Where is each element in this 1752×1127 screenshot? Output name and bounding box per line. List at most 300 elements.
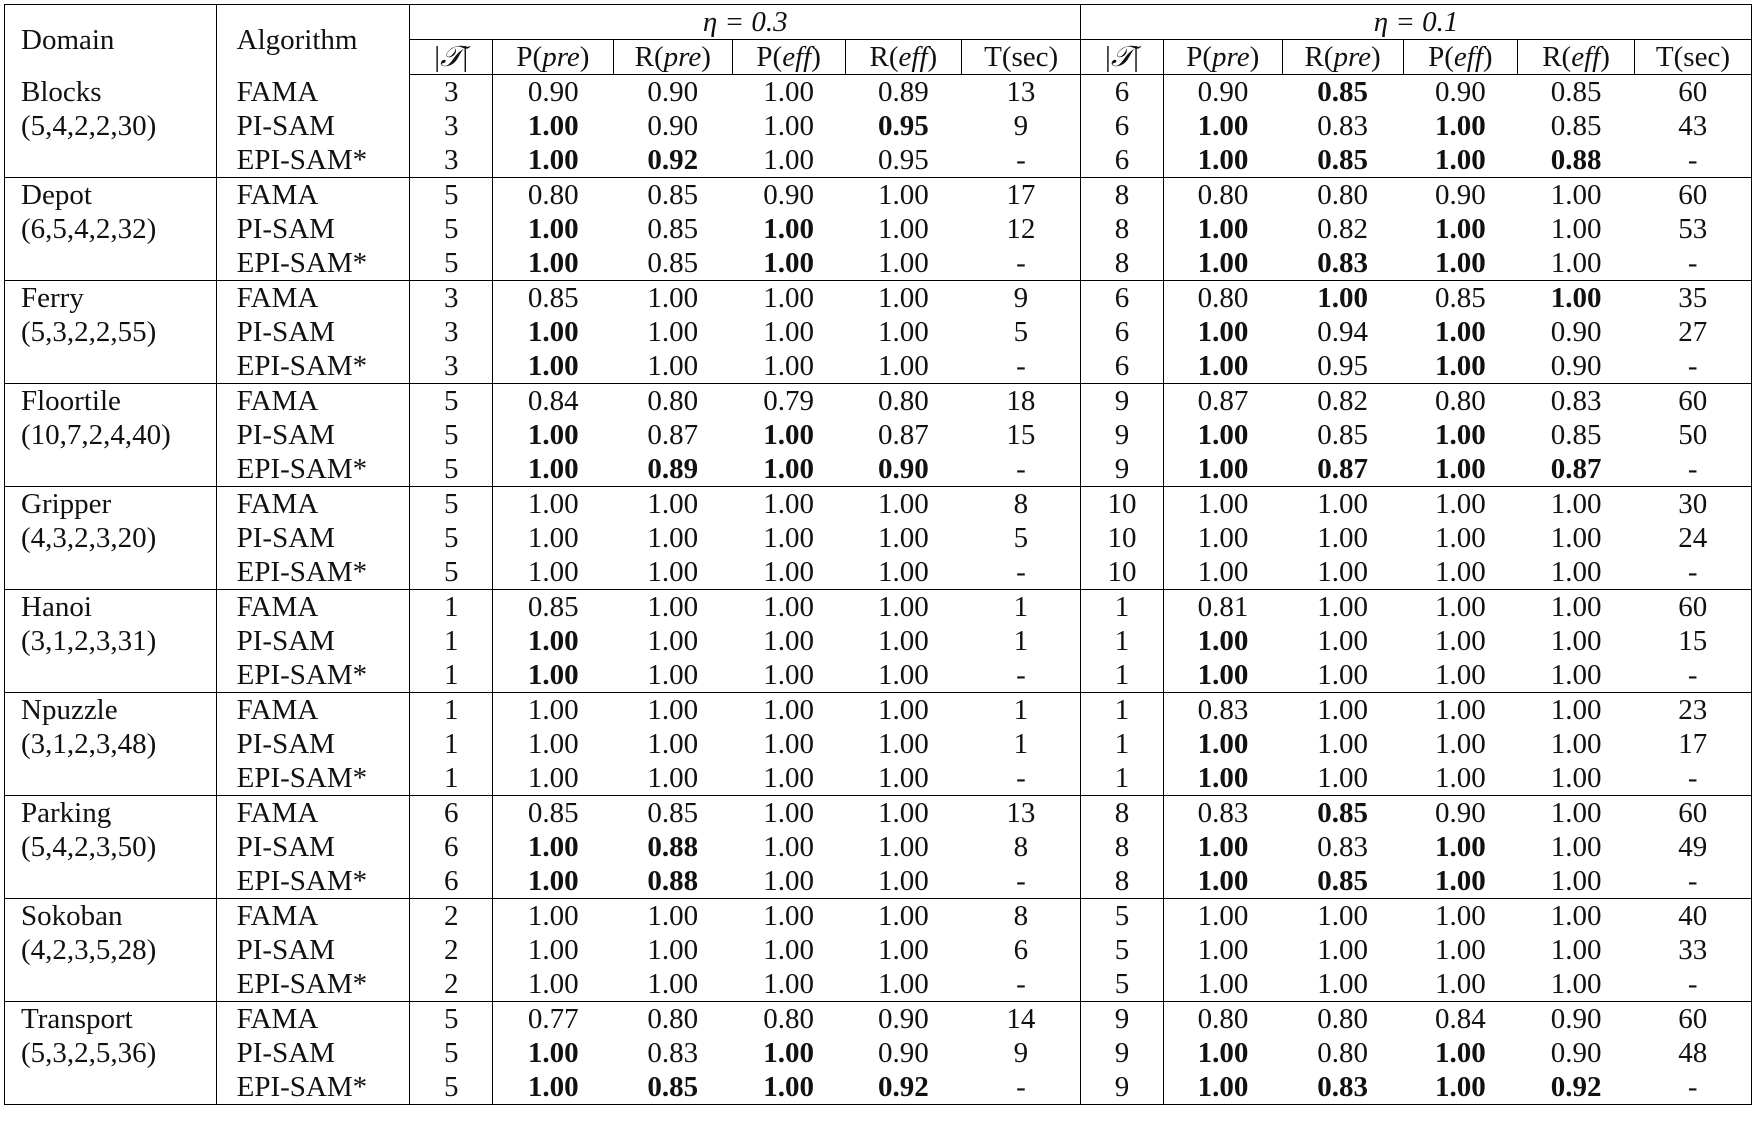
results-table [4,4,1752,1105]
value-cell: 1.00 [1282,967,1403,1002]
domain-name: Npuzzle [5,693,217,728]
column-header [493,40,614,75]
value-cell: 6 [962,933,1081,967]
algorithm-name: EPI-SAM* [216,555,410,590]
table-row [5,521,1752,555]
value-cell: 60 [1634,384,1751,419]
value-cell: 8 [962,487,1081,522]
value-cell: 1.00 [493,658,614,693]
table-row [5,555,1752,590]
value-cell: 0.85 [1550,76,1602,108]
value-cell: 0.80 [1434,385,1486,417]
domain-name: Hanoi [5,590,217,625]
algorithm-name: FAMA [216,693,410,728]
column-header-prefix: T(sec) [984,41,1059,73]
value-cell: - [1634,658,1751,693]
column-header-suffix: ) [811,41,821,73]
value-cell: 1 [410,658,493,693]
value-cell: 1.00 [732,349,845,384]
value-cell: 1.00 [1317,728,1368,760]
value-cell: 1.00 [527,110,579,142]
value-cell: 1.00 [763,488,815,520]
domain-params: (5,4,2,2,30) [5,109,217,143]
column-header [613,40,732,75]
value-cell: 1.00 [527,900,579,932]
algorithm-name: EPI-SAM* [216,1070,410,1105]
value-cell: 1.00 [1197,213,1249,245]
table-row [5,487,1752,522]
domain-name: Sokoban [5,899,217,934]
value-cell: 9 [1081,1002,1164,1037]
value-cell: 0.80 [1197,1003,1249,1035]
value-cell: 5 [410,418,493,452]
value-cell: 0.85 [647,797,699,829]
domain-params: (3,1,2,3,48) [5,727,217,761]
value-cell: 0.88 [647,831,699,863]
value-cell: 1.00 [1197,522,1249,554]
value-cell: 60 [1634,590,1751,625]
value-cell: 0.90 [878,1037,929,1069]
value-cell: 0.88 [1518,143,1635,178]
table-row [5,864,1752,899]
value-cell: 0.87 [878,419,929,451]
value-cell: 1.00 [732,452,845,487]
value-cell: 1.00 [1550,728,1602,760]
value-cell: 9 [1081,1036,1164,1070]
domain-cell-empty [5,143,217,178]
value-cell: 1.00 [763,282,815,314]
value-cell: 1.00 [878,282,929,314]
value-cell: 1.00 [878,625,929,657]
value-cell: 1.00 [763,934,815,966]
value-cell: 0.90 [527,76,579,108]
value-cell: 1.00 [1317,488,1368,520]
value-cell: 9 [962,109,1081,143]
value-cell: 1.00 [845,761,962,796]
value-cell: 1.00 [1550,625,1602,657]
value-cell: 0.85 [1317,419,1368,451]
value-cell: 9 [1081,452,1164,487]
value-cell: 60 [1634,796,1751,831]
value-cell: 0.80 [1317,1003,1368,1035]
table-row [5,75,1752,110]
value-cell: 8 [1081,178,1164,213]
value-cell: 0.95 [1282,349,1403,384]
value-cell: 5 [962,315,1081,349]
value-cell: 0.85 [1317,76,1368,108]
value-cell: 5 [410,178,493,213]
algorithm-name: PI-SAM [216,521,410,555]
value-cell: 0.95 [878,110,929,142]
algorithm-name: PI-SAM [216,212,410,246]
value-cell: 1.00 [1434,625,1486,657]
value-cell: 1.00 [1434,488,1486,520]
algorithm-name: PI-SAM [216,1036,410,1070]
value-cell: 1.00 [527,522,579,554]
value-cell: 0.84 [527,385,579,417]
value-cell: 9 [1081,418,1164,452]
value-cell: 1.00 [1282,761,1403,796]
value-cell: 0.83 [1282,1070,1403,1105]
value-cell: 1.00 [613,555,732,590]
value-cell: 1.00 [845,967,962,1002]
column-header-italic: eff [1571,41,1601,73]
column-header [1282,40,1403,75]
value-cell: 1.00 [878,591,929,623]
column-header-suffix: ) [1482,41,1493,73]
domain-params: (5,3,2,5,36) [5,1036,217,1070]
value-cell: 1.00 [1197,900,1249,932]
value-cell: 1.00 [1403,967,1518,1002]
value-cell: 1.00 [1163,452,1282,487]
value-cell: 0.83 [647,1037,699,1069]
value-cell: 1.00 [763,1037,815,1069]
value-cell: 1.00 [493,761,614,796]
value-cell: 1.00 [763,522,815,554]
value-cell: 1.00 [1434,934,1486,966]
value-cell: 1.00 [1550,213,1602,245]
domain-params: (5,3,2,2,55) [5,315,217,349]
value-cell: 1 [1081,761,1164,796]
value-cell: - [962,246,1081,281]
value-cell: 1.00 [647,488,699,520]
eta-0.3-header: η = 0.3 [410,5,1081,40]
value-cell: 0.87 [647,419,699,451]
algorithm-name: EPI-SAM* [216,349,410,384]
value-cell: 0.90 [647,110,699,142]
value-cell: 1.00 [1434,110,1486,142]
value-cell: 5 [1081,899,1164,934]
value-cell: 1.00 [1282,555,1403,590]
value-cell: 1.00 [527,728,579,760]
value-cell: 13 [962,75,1081,110]
value-cell: 0.85 [1550,110,1602,142]
value-cell: 0.90 [845,452,962,487]
value-cell: 35 [1634,281,1751,316]
value-cell: 1.00 [493,1070,614,1105]
value-cell: 1.00 [732,143,845,178]
value-cell: 0.85 [647,213,699,245]
value-cell: 1 [1081,693,1164,728]
value-cell: 1.00 [878,900,929,932]
value-cell: 1.00 [1197,831,1249,863]
value-cell: 1.00 [845,246,962,281]
table-row [5,143,1752,178]
value-cell: 1.00 [1317,934,1368,966]
value-cell: 0.87 [1518,452,1635,487]
value-cell: 1.00 [1197,728,1249,760]
value-cell: 0.90 [1434,797,1486,829]
value-cell: 5 [410,487,493,522]
value-cell: 0.89 [613,452,732,487]
value-cell: 5 [410,1036,493,1070]
value-cell: 1.00 [845,658,962,693]
value-cell: 8 [962,899,1081,934]
value-cell: 1.00 [845,555,962,590]
algorithm-header: Algorithm [216,5,410,75]
domain-name: Ferry [5,281,217,316]
value-cell: 6 [1081,143,1164,178]
value-cell: 1.00 [1550,522,1602,554]
value-cell: 1.00 [527,213,579,245]
value-cell: 5 [410,1002,493,1037]
value-cell: - [1634,864,1751,899]
value-cell: - [962,864,1081,899]
value-cell: 1.00 [763,316,815,348]
value-cell: 1.00 [527,419,579,451]
value-cell: 1.00 [732,864,845,899]
value-cell: 1.00 [732,658,845,693]
domain-name: Blocks [5,75,217,110]
column-header-italic: pre [1333,41,1372,73]
value-cell: 1.00 [647,591,699,623]
algorithm-name: PI-SAM [216,418,410,452]
algorithm-name: FAMA [216,281,410,316]
table-row [5,212,1752,246]
column-header-suffix: | [1133,41,1139,73]
column-header-suffix: ) [927,41,938,73]
value-cell: 1 [962,727,1081,761]
value-cell: - [962,555,1081,590]
column-header-suffix: ) [1371,41,1381,73]
value-cell: 1.00 [878,728,929,760]
value-cell: 1.00 [493,555,614,590]
column-header-prefix: | [434,41,441,73]
value-cell: 1.00 [613,349,732,384]
value-cell: 0.90 [878,1003,929,1035]
value-cell: 2 [410,967,493,1002]
column-header-italic: eff [898,41,928,73]
value-cell: 1.00 [763,900,815,932]
value-cell: 1.00 [527,316,579,348]
table-row [5,418,1752,452]
value-cell: - [1634,246,1751,281]
algorithm-name: PI-SAM [216,727,410,761]
value-cell: 1 [1081,658,1164,693]
domain-cell-empty [5,246,217,281]
table-row [5,590,1752,625]
value-cell: 1.00 [647,934,699,966]
table-row [5,1036,1752,1070]
value-cell: 0.81 [1197,591,1249,623]
value-cell: - [962,967,1081,1002]
value-cell: 1.00 [1197,934,1249,966]
value-cell: 1 [410,761,493,796]
value-cell: 1.00 [1197,625,1249,657]
value-cell: 30 [1634,487,1751,522]
value-cell: 5 [1081,933,1164,967]
value-cell: 1.00 [878,179,929,211]
value-cell: 1.00 [647,728,699,760]
algorithm-name: PI-SAM [216,109,410,143]
value-cell: 49 [1634,830,1751,864]
value-cell: 0.92 [845,1070,962,1105]
value-cell: 1.00 [1518,864,1635,899]
table-row [5,624,1752,658]
value-cell: 10 [1081,487,1164,522]
domain-name: Gripper [5,487,217,522]
value-cell: 1.00 [763,213,815,245]
value-cell: 1.00 [1434,213,1486,245]
value-cell: 2 [410,933,493,967]
value-cell: 27 [1634,315,1751,349]
column-header-italic: 𝒯 [440,41,463,73]
value-cell: 1.00 [732,246,845,281]
column-header-italic: pre [663,41,702,73]
table-row [5,246,1752,281]
domain-name: Depot [5,178,217,213]
value-cell: 1.00 [1403,658,1518,693]
value-cell: 1.00 [647,282,699,314]
value-cell: 1 [1081,590,1164,625]
column-header-prefix: R( [1304,41,1334,73]
value-cell: 1.00 [493,967,614,1002]
column-header [962,40,1081,75]
value-cell: 0.80 [763,1003,815,1035]
value-cell: 9 [962,281,1081,316]
value-cell: 1.00 [1197,419,1249,451]
value-cell: 1.00 [732,967,845,1002]
value-cell: 0.95 [845,143,962,178]
value-cell: 10 [1081,521,1164,555]
value-cell: 0.85 [613,246,732,281]
value-cell: 1.00 [647,316,699,348]
algorithm-name: FAMA [216,796,410,831]
value-cell: 5 [410,521,493,555]
algorithm-name: PI-SAM [216,315,410,349]
value-cell: - [962,143,1081,178]
value-cell: 9 [962,1036,1081,1070]
table-row [5,109,1752,143]
value-cell: 0.80 [647,1003,699,1035]
value-cell: 2 [410,899,493,934]
domain-name: Parking [5,796,217,831]
value-cell: 1 [410,693,493,728]
domain-params: (5,4,2,3,50) [5,830,217,864]
value-cell: 8 [962,830,1081,864]
algorithm-name: EPI-SAM* [216,761,410,796]
column-header [732,40,845,75]
value-cell: 1.00 [1434,419,1486,451]
value-cell: 1.00 [1163,761,1282,796]
header-row-groups [5,5,1752,40]
domain-cell-empty [5,761,217,796]
value-cell: 0.80 [878,385,929,417]
value-cell: 8 [1081,212,1164,246]
column-header-suffix: ) [579,41,590,73]
value-cell: 1 [410,590,493,625]
domain-cell-empty [5,1070,217,1105]
value-cell: 1.00 [1550,488,1602,520]
value-cell: 5 [1081,967,1164,1002]
value-cell: 0.87 [1282,452,1403,487]
value-cell: 1 [410,727,493,761]
value-cell: 1.00 [1163,246,1282,281]
value-cell: 1.00 [1434,316,1486,348]
value-cell: 1.00 [1434,831,1486,863]
domain-params: (10,7,2,4,40) [5,418,217,452]
value-cell: 1.00 [1317,625,1368,657]
value-cell: 1.00 [1434,900,1486,932]
table-row [5,830,1752,864]
value-cell: - [1634,143,1751,178]
value-cell: 1.00 [1403,452,1518,487]
value-cell: 1.00 [878,213,929,245]
value-cell: 6 [1081,75,1164,110]
value-cell: 1.00 [527,934,579,966]
value-cell: 1.00 [1403,761,1518,796]
domain-header: Domain [5,5,217,75]
value-cell: 1.00 [732,1070,845,1105]
value-cell: 1.00 [647,625,699,657]
value-cell: - [962,1070,1081,1105]
algorithm-name: PI-SAM [216,933,410,967]
value-cell: 0.79 [763,385,815,417]
value-cell: - [962,349,1081,384]
value-cell: 0.90 [1434,179,1486,211]
value-cell: 0.82 [1317,213,1368,245]
value-cell: 0.90 [1550,316,1602,348]
value-cell: 0.90 [1550,1037,1602,1069]
algorithm-name: FAMA [216,1002,410,1037]
value-cell: 6 [410,830,493,864]
value-cell: 1 [962,624,1081,658]
value-cell: 48 [1634,1036,1751,1070]
value-cell: 1.00 [878,488,929,520]
value-cell: 1.00 [1518,246,1635,281]
value-cell: 3 [410,143,493,178]
value-cell: 5 [410,212,493,246]
value-cell: 6 [1081,109,1164,143]
value-cell: 17 [1634,727,1751,761]
value-cell: 1.00 [527,831,579,863]
value-cell: 8 [1081,830,1164,864]
value-cell: 1.00 [1282,658,1403,693]
value-cell: 1.00 [527,625,579,657]
value-cell: 1.00 [493,246,614,281]
value-cell: 1.00 [527,1037,579,1069]
value-cell: 3 [410,349,493,384]
value-cell: 1.00 [1403,246,1518,281]
value-cell: 1.00 [1550,591,1602,623]
domain-cell-empty [5,658,217,693]
column-header-prefix: P( [1428,41,1454,73]
value-cell: 1.00 [1317,591,1368,623]
value-cell: 15 [962,418,1081,452]
value-cell: 3 [410,109,493,143]
value-cell: - [1634,967,1751,1002]
value-cell: 1.00 [1317,900,1368,932]
value-cell: 1.00 [878,831,929,863]
column-header [1634,40,1751,75]
value-cell: 1.00 [878,316,929,348]
value-cell: 8 [1081,246,1164,281]
value-cell: 1.00 [1434,694,1486,726]
value-cell: 0.85 [527,282,579,314]
value-cell: 1.00 [1197,488,1249,520]
value-cell: 5 [410,384,493,419]
value-cell: 1.00 [845,349,962,384]
value-cell: 1.00 [763,110,815,142]
column-header-italic: 𝒯 [1110,41,1134,73]
column-header-prefix: P( [516,41,543,73]
algorithm-name: FAMA [216,487,410,522]
value-cell: 1.00 [1550,900,1602,932]
column-header [845,40,962,75]
value-cell: 0.80 [647,385,699,417]
domain-params: (4,2,3,5,28) [5,933,217,967]
value-cell: 1.00 [763,831,815,863]
